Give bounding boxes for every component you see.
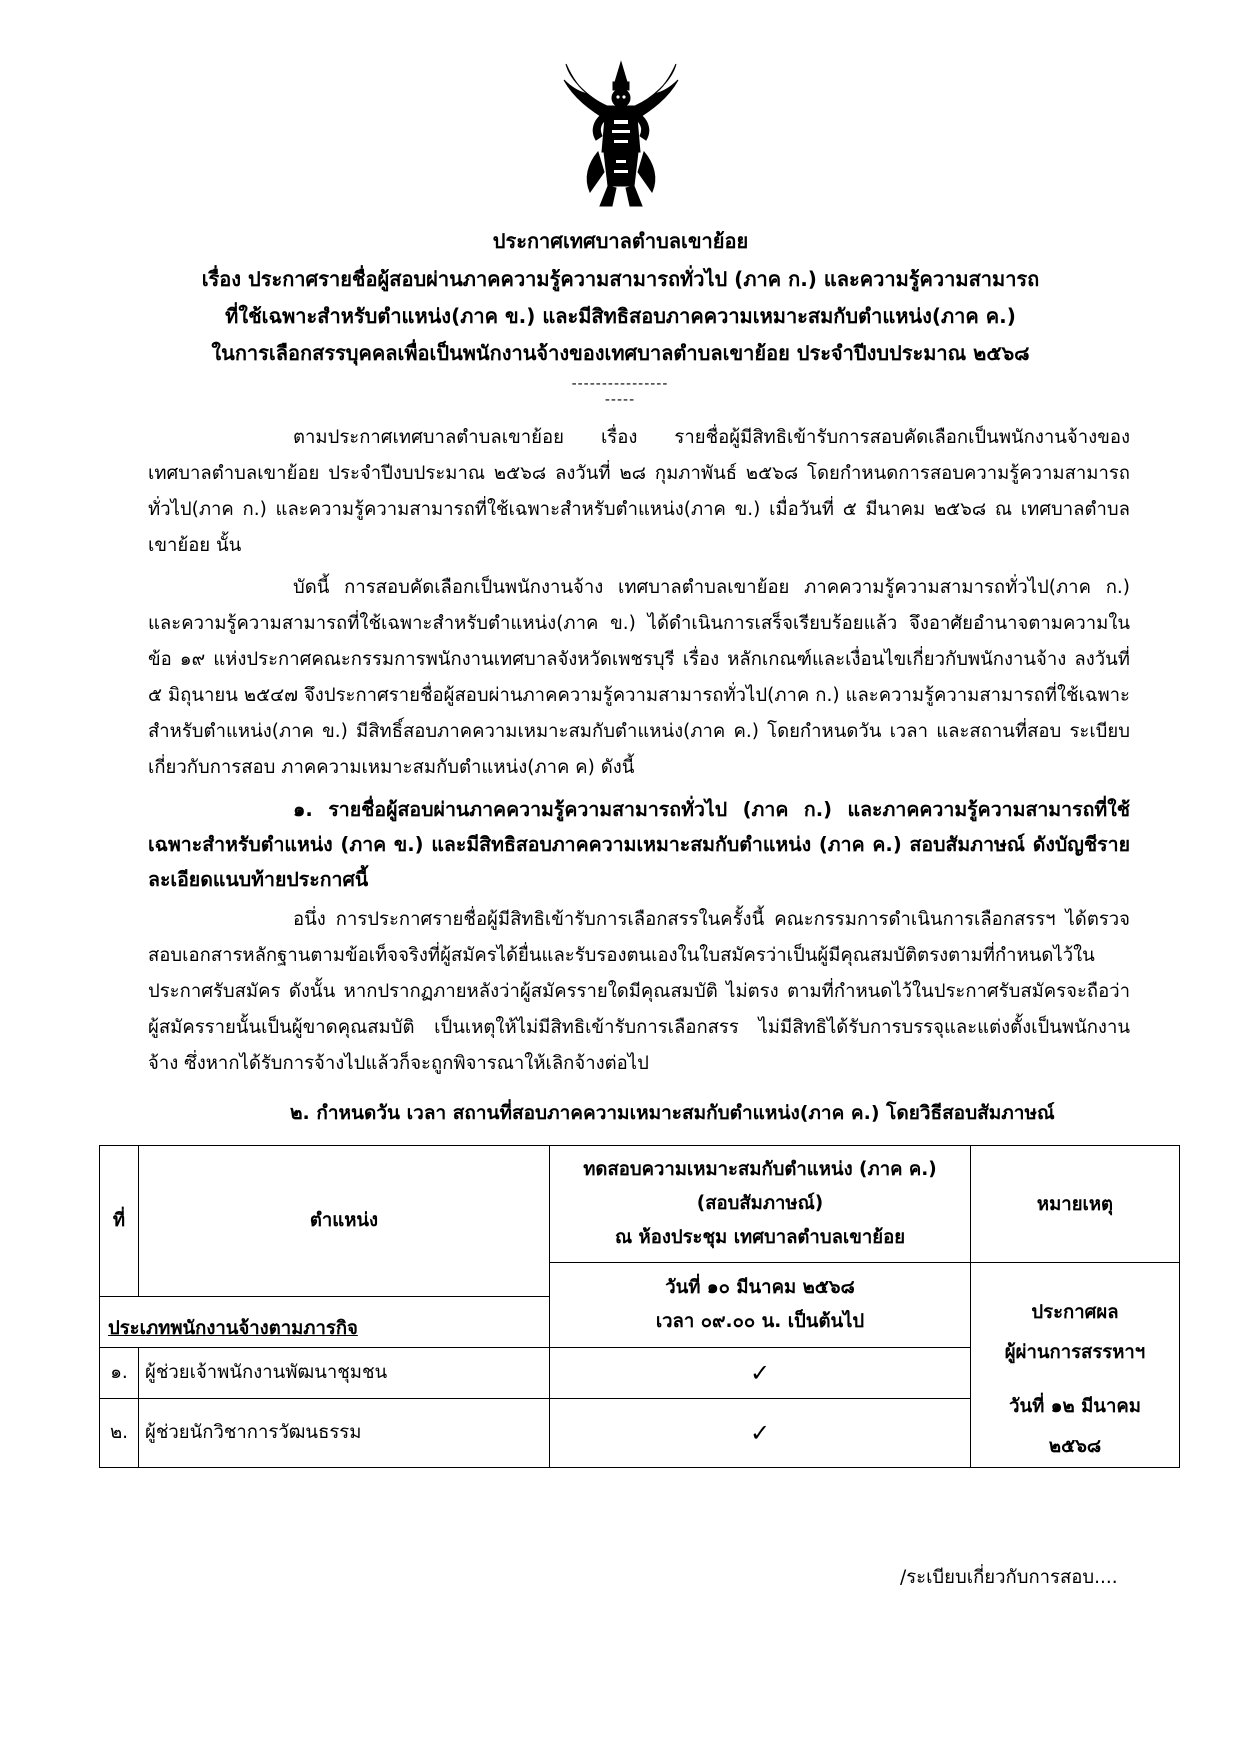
- header-note: หมายเหตุ: [971, 1146, 1180, 1263]
- subject-line-1: เรื่อง ประกาศรายชื่อผู้สอบผ่านภาคความรู้ความสามารถทั่วไป (ภาค ก.) และความรู้ความสามารถ: [201, 267, 1040, 291]
- note-line-4: ๒๕๖๘: [1048, 1436, 1102, 1457]
- row-no: ๒.: [100, 1398, 139, 1467]
- header-no: ที่: [100, 1146, 139, 1297]
- continuation-note: /ระเบียบเกี่ยวกับการสอบ....: [900, 1567, 1118, 1588]
- row-position: ผู้ช่วยนักวิชาการวัฒนธรรม: [139, 1398, 550, 1467]
- category-row: [100, 1296, 550, 1347]
- header-separator: ---------------------: [571, 376, 669, 408]
- paragraph-now: บัดนี้ การสอบคัดเลือกเป็นพนักงานจ้าง เทศบาลตำบลเขาย้อย ภาคความรู้ความสามารถทั่วไป(ภาค ก.) และความรู้ความสามารถที่ใช้เฉพาะสำหรับตำแหน่ง(ภาค ข.) ได้ดำเนินการเสร็จเรียบร้อยแล้ว จึงอาศัยอำนาจตามความในข้อ ๑๙ แห่งประกาศคณะกรรมการพนักงานเทศบาลจังหวัดเพชรบุรี เรื่อง หลักเกณฑ์และเงื่อนไขเกี่ยวกับพนักงานจ้าง ลงวันที่ ๕ มิถุนายน ๒๕๔๗ จึงประกาศรายชื่อผู้สอบผ่านภาคความรู้ความสามารถทั่วไป(ภาค ก.) และความรู้ความสามารถที่ใช้เฉพาะสำหรับตำแหน่ง(ภาค ข.) มีสิทธิ์สอบภาคความเหมาะสมกับตำแหน่ง(ภาค ค.) โดยกำหนดวัน เวลา และสถานที่สอบ ระเบียบเกี่ยวกับการสอบ ภาคความเหมาะสมกับตำแหน่ง(ภาค ค) ดังนี้: [148, 577, 1130, 778]
- exam-schedule-table: [99, 1145, 1180, 1468]
- paragraph-note: อนึ่ง การประกาศรายชื่อผู้มีสิทธิเข้ารับการเลือกสรรในครั้งนี้ คณะกรรมการดำเนินการเลือกสรรฯ ได้ตรวจสอบเอกสารหลักฐานตามข้อเท็จจริงที่ผู้สมัครได้ยื่นและรับรองตนเองในใบสมัครว่าเป็นผู้มีคุณสมบัติตรงตามที่กำหนดไว้ในประกาศรับสมัคร ดังนั้น หากปรากฏภายหลังว่าผู้สมัครรายใดมีคุณสมบัติ ไม่ตรง ตามที่กำหนดไว้ในประกาศรับสมัครจะถือว่าผู้สมัครรายนั้นเป็นผู้ขาดคุณสมบัติ เป็นเหตุให้ไม่มีสิทธิเข้ารับการเลือกสรร ไม่มีสิทธิได้รับการบรรจุและแต่งตั้งเป็นพนักงานจ้าง ซึ่งหากได้รับการจ้างไปแล้วก็จะถูกพิจารณาให้เลิกจ้างต่อไป: [148, 909, 1130, 1074]
- exam-time: เวลา ๐๙.๐๐ น. เป็นต้นไป: [655, 1310, 865, 1332]
- note-line-2: ผู้ผ่านการสรรหาฯ: [1004, 1342, 1146, 1363]
- paragraph-reference: ตามประกาศเทศบาลตำบลเขาย้อย เรื่อง รายชื่อผู้มีสิทธิเข้ารับการสอบคัดเลือกเป็นพนักงานจ้างของเทศบาลตำบลเขาย้อย ประจำปีงบประมาณ ๒๕๖๘ ลงวันที่ ๒๘ กุมภาพันธ์ ๒๕๖๘ โดยกำหนดการสอบความรู้ความสามารถทั่วไป(ภาค ก.) และความรู้ความสามารถที่ใช้เฉพาะสำหรับตำแหน่ง(ภาค ข.) เมื่อวันที่ ๕ มีนาคม ๒๕๖๘ ณ เทศบาลตำบลเขาย้อย นั้น: [148, 427, 1130, 556]
- header-test: [550, 1146, 971, 1263]
- section-2-heading: ๒. กำหนดวัน เวลา สถานที่สอบภาคความเหมาะสมกับตำแหน่ง(ภาค ค.) โดยวิธีสอบสัมภาษณ์: [290, 1102, 1055, 1124]
- exam-date: วันที่ ๑๐ มีนาคม ๒๕๖๘: [665, 1276, 855, 1298]
- header-position: ตำแหน่ง: [139, 1146, 550, 1297]
- row-position: ผู้ช่วยเจ้าพนักงานพัฒนาชุมชน: [139, 1347, 550, 1398]
- note-line-1: ประกาศผล: [1031, 1302, 1119, 1323]
- exam-date-cell: [550, 1263, 971, 1348]
- category-label: ประเภทพนักงานจ้างตามภารกิจ: [108, 1317, 358, 1339]
- row-no: ๑.: [100, 1347, 139, 1398]
- announcement-title: ประกาศเทศบาลตำบลเขาย้อย: [492, 229, 749, 253]
- result-note-cell: [971, 1263, 1180, 1468]
- subject-line-3: ในการเลือกสรรบุคคลเพื่อเป็นพนักงานจ้างของเทศบาลตำบลเขาย้อย ประจำปีงบประมาณ ๒๕๖๘: [211, 341, 1030, 365]
- garuda-emblem-icon: [560, 60, 682, 210]
- check-mark-icon: ✓: [550, 1398, 971, 1467]
- subject-line-2: ที่ใช้เฉพาะสำหรับตำแหน่ง(ภาค ข.) และมีสิทธิสอบภาคความเหมาะสมกับตำแหน่ง(ภาค ค.): [225, 304, 1016, 328]
- header-test-line-2: (สอบสัมภาษณ์): [696, 1193, 824, 1214]
- check-mark-icon: ✓: [550, 1347, 971, 1398]
- section-1-heading: ๑. รายชื่อผู้สอบผ่านภาคความรู้ความสามารถทั่วไป (ภาค ก.) และภาคความรู้ความสามารถที่ใช้เฉพาะสำหรับตำแหน่ง (ภาค ข.) และมีสิทธิสอบภาคความเหมาะสมกับตำแหน่ง (ภาค ค.) สอบสัมภาษณ์ ดังบัญชีรายละเอียดแนบท้ายประกาศนี้: [148, 798, 1130, 891]
- header-test-line-1: ทดสอบความเหมาะสมกับตำแหน่ง (ภาค ค.): [583, 1159, 937, 1180]
- note-line-3: วันที่ ๑๒ มีนาคม: [1009, 1396, 1141, 1417]
- header-test-line-3: ณ ห้องประชุม เทศบาลตำบลเขาย้อย: [614, 1227, 906, 1248]
